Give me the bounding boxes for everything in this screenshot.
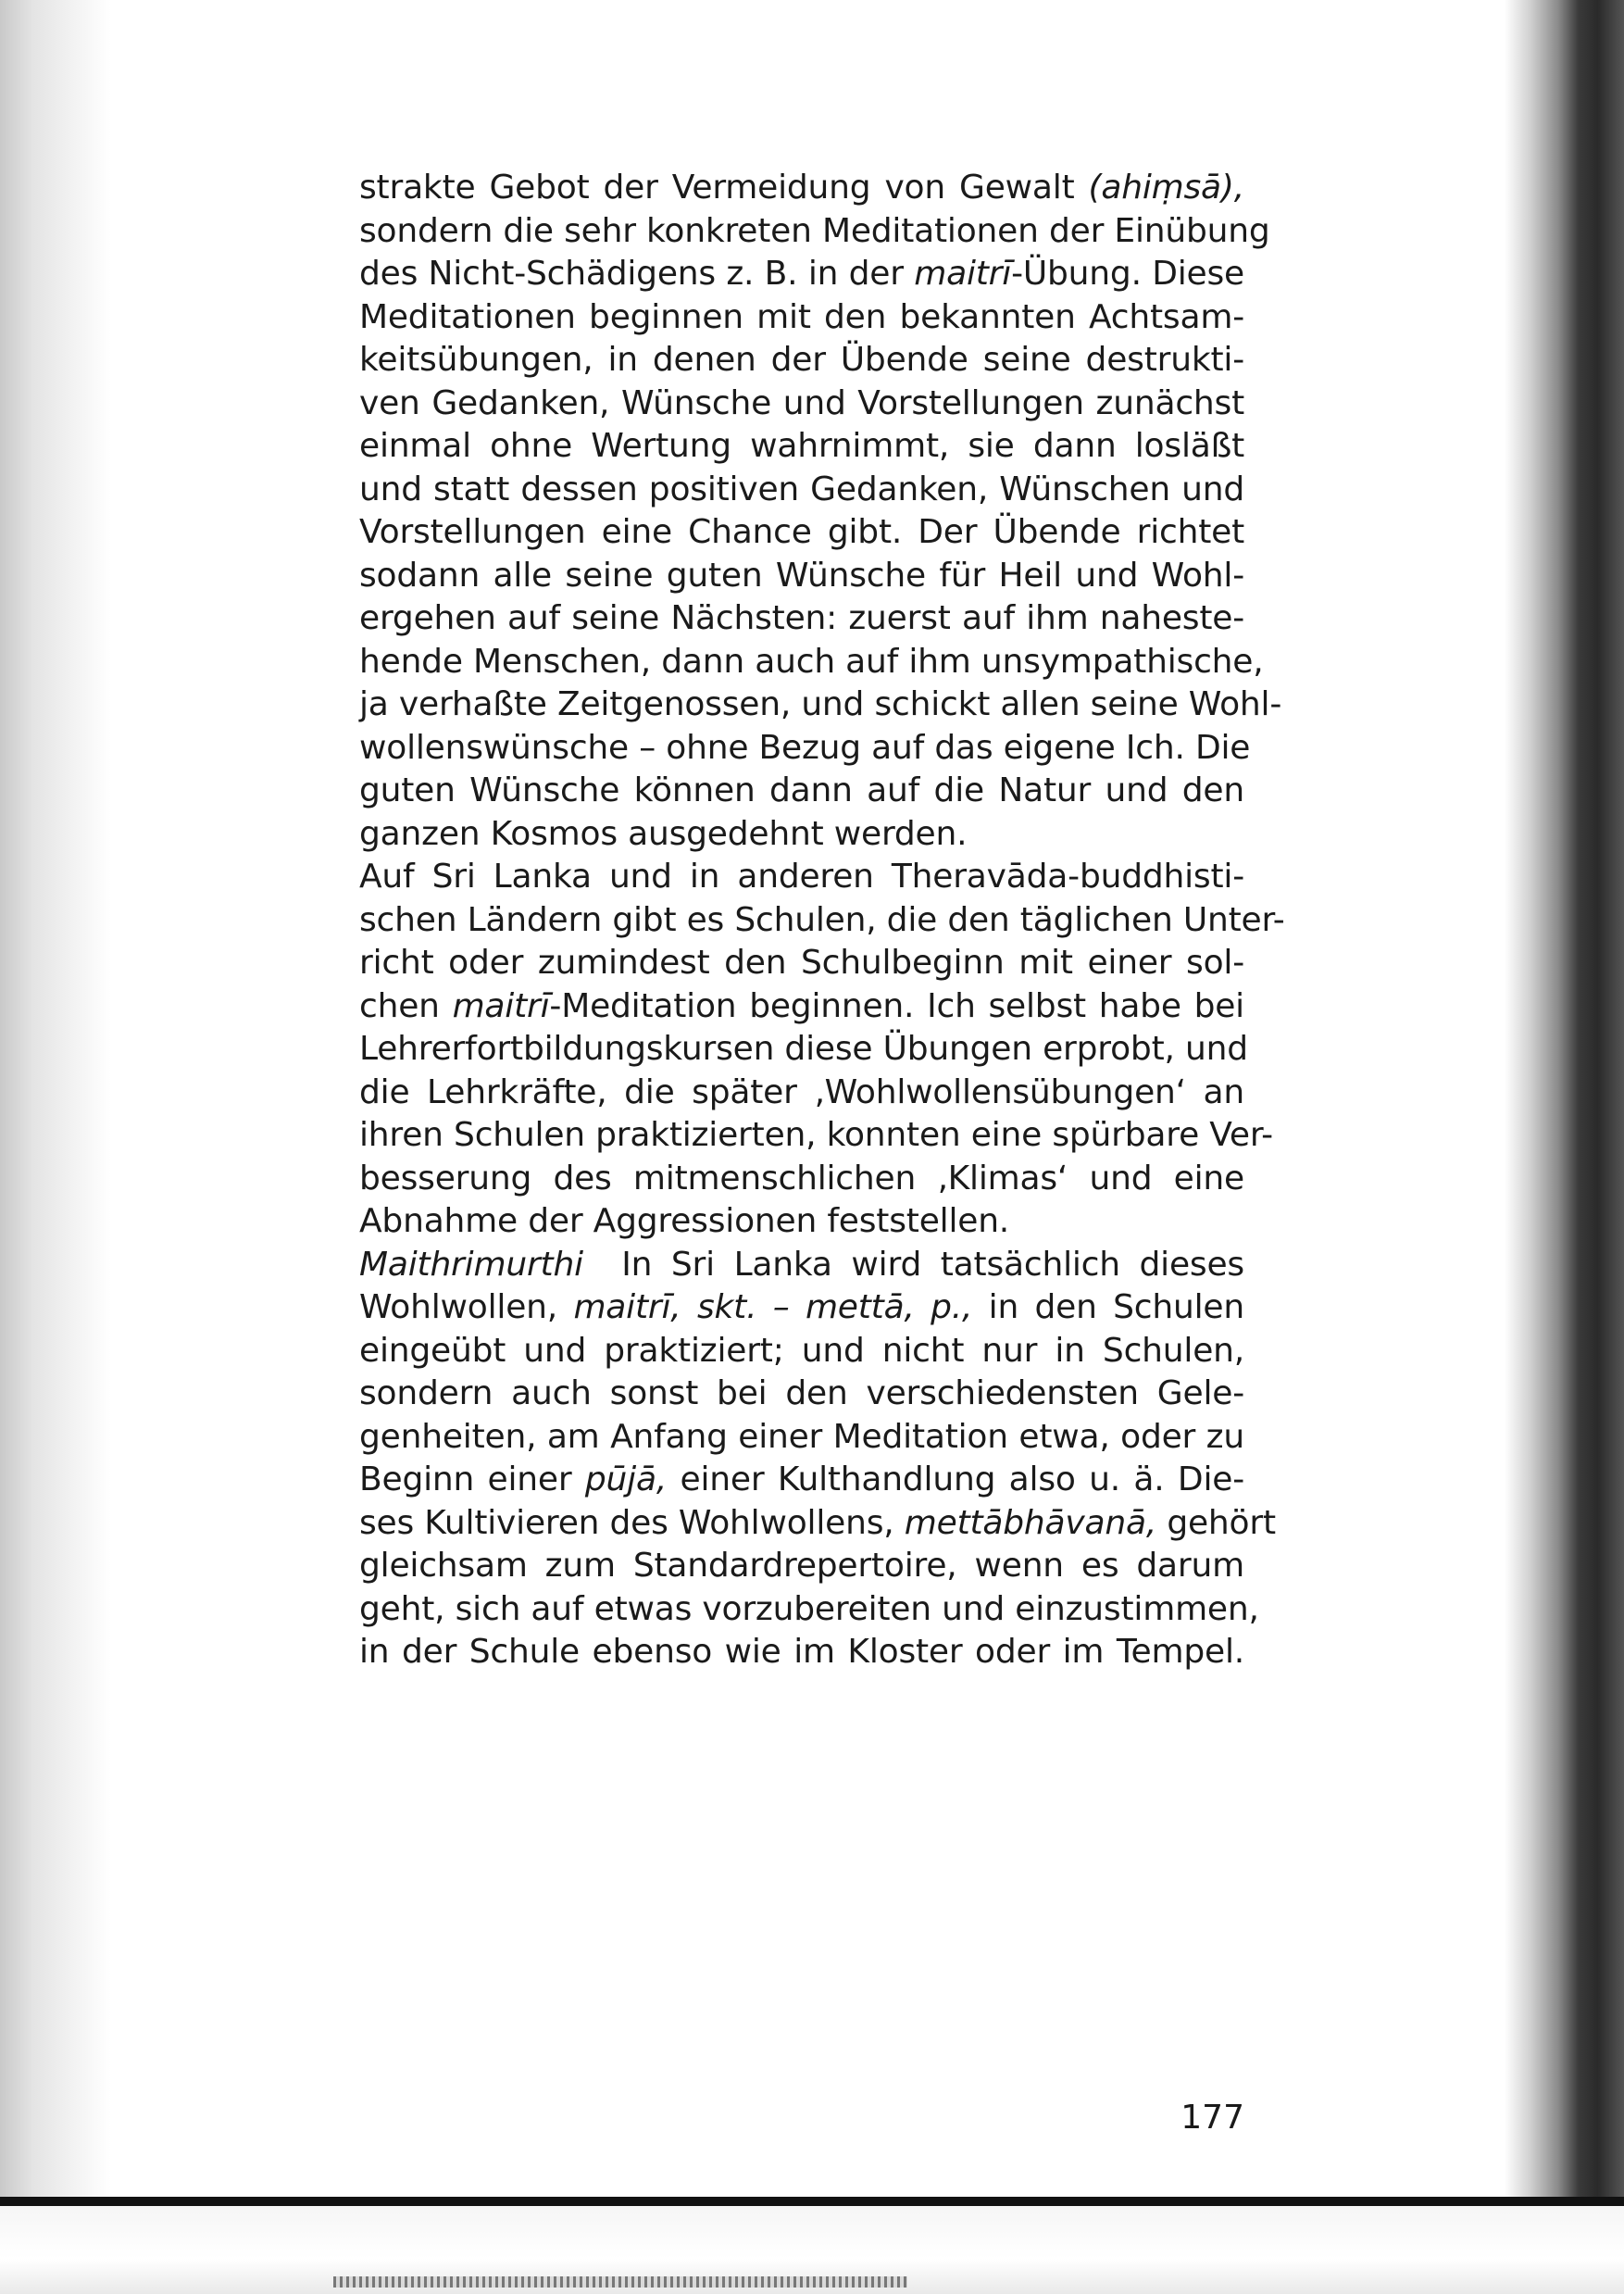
text-line: Wohlwollen, maitrī, skt. – mettā, p., in den Schulen xyxy=(359,1288,1244,1326)
text-line: Lehrerfortbildungskursen diese Übungen erprobt, und xyxy=(359,1030,1248,1068)
text-line: richt oder zumindest den Schulbeginn mit einer sol- xyxy=(359,944,1244,982)
text-line: ven Gedanken, Wünsche und Vorstellungen zunächst xyxy=(359,383,1244,422)
text-line: eingeübt und praktiziert; und nicht nur in Schulen, xyxy=(359,1331,1244,1370)
paragraph-3 xyxy=(359,1244,1276,1674)
paragraph-1 xyxy=(359,167,1282,856)
section-keyword: Maithrimurthi xyxy=(359,1245,583,1284)
text-line: gleichsam zum Standardrepertoire, wenn es darum xyxy=(359,1547,1244,1585)
text-line: geht, sich auf etwas vorzubereiten und einzustimmen, xyxy=(359,1589,1259,1628)
text-line: die Lehrkräfte, die später ‚Wohlwollensübungen‘ an xyxy=(359,1072,1244,1111)
text-line: strakte Gebot der Vermeidung von Gewalt (ahiṃsā), xyxy=(359,169,1244,207)
page-number: 177 xyxy=(1181,2099,1244,2137)
text-line: ses Kultivieren des Wohlwollens, mettābhāvanā, gehört xyxy=(359,1503,1276,1542)
scan-right-edge xyxy=(1505,0,1624,2294)
text-line: schen Ländern gibt es Schulen, die den täglichen Unter- xyxy=(359,900,1285,939)
text-line: wollenswünsche – ohne Bezug auf das eigene Ich. Die xyxy=(359,728,1251,767)
text-line: genheiten, am Anfang einer Meditation etwa, oder zu xyxy=(359,1417,1244,1456)
text-line: Auf Sri Lanka und in anderen Theravāda-buddhisti- xyxy=(359,858,1244,896)
body-text xyxy=(359,167,1285,1674)
scan-bottom-edge xyxy=(0,2197,1624,2206)
text-line: ganzen Kosmos ausgedehnt werden. xyxy=(359,814,968,853)
text-line: guten Wünsche können dann auf die Natur und den xyxy=(359,771,1244,809)
scan-bottom-marks xyxy=(333,2276,907,2288)
text-line: Meditationen beginnen mit den bekannten Achtsam- xyxy=(359,297,1244,336)
text-line: Maithrimurthi In Sri Lanka wird tatsächlich dieses xyxy=(359,1245,1244,1284)
paragraph-2 xyxy=(359,856,1285,1244)
text-line: Beginn einer pūjā, einer Kulthandlung also u. ä. Die- xyxy=(359,1460,1244,1498)
text-line: Abnahme der Aggressionen feststellen. xyxy=(359,1202,1010,1240)
text-line: besserung des mitmenschlichen ‚Klimas‘ und eine xyxy=(359,1159,1244,1197)
text-line: ergehen auf seine Nächsten: zuerst auf ihm naheste- xyxy=(359,599,1244,637)
text-line: des Nicht-Schädigens z. B. in der maitrī-Übung. Diese xyxy=(359,255,1244,293)
text-line: Vorstellungen eine Chance gibt. Der Übende richtet xyxy=(359,513,1244,551)
text-line: chen maitrī-Meditation beginnen. Ich selbst habe bei xyxy=(359,986,1244,1025)
scan-left-edge xyxy=(0,0,111,2294)
text-line: hende Menschen, dann auch auf ihm unsympathische, xyxy=(359,642,1264,681)
text-line: und statt dessen positiven Gedanken, Wünschen und xyxy=(359,470,1244,508)
text-line: sondern die sehr konkreten Meditationen der Einübung xyxy=(359,211,1270,250)
text-line: in der Schule ebenso wie im Kloster oder im Tempel. xyxy=(359,1633,1244,1671)
text-line: ihren Schulen praktizierten, konnten eine spürbare Ver- xyxy=(359,1116,1273,1154)
text-line: sondern auch sonst bei den verschiedensten Gele- xyxy=(359,1374,1244,1412)
text-line: keitsübungen, in denen der Übende seine destrukti- xyxy=(359,341,1244,379)
text-line: sodann alle seine guten Wünsche für Heil und Wohl- xyxy=(359,556,1244,595)
text-line: ja verhaßte Zeitgenossen, und schickt allen seine Wohl- xyxy=(359,685,1282,723)
text-line: einmal ohne Wertung wahrnimmt, sie dann losläßt xyxy=(359,427,1244,465)
